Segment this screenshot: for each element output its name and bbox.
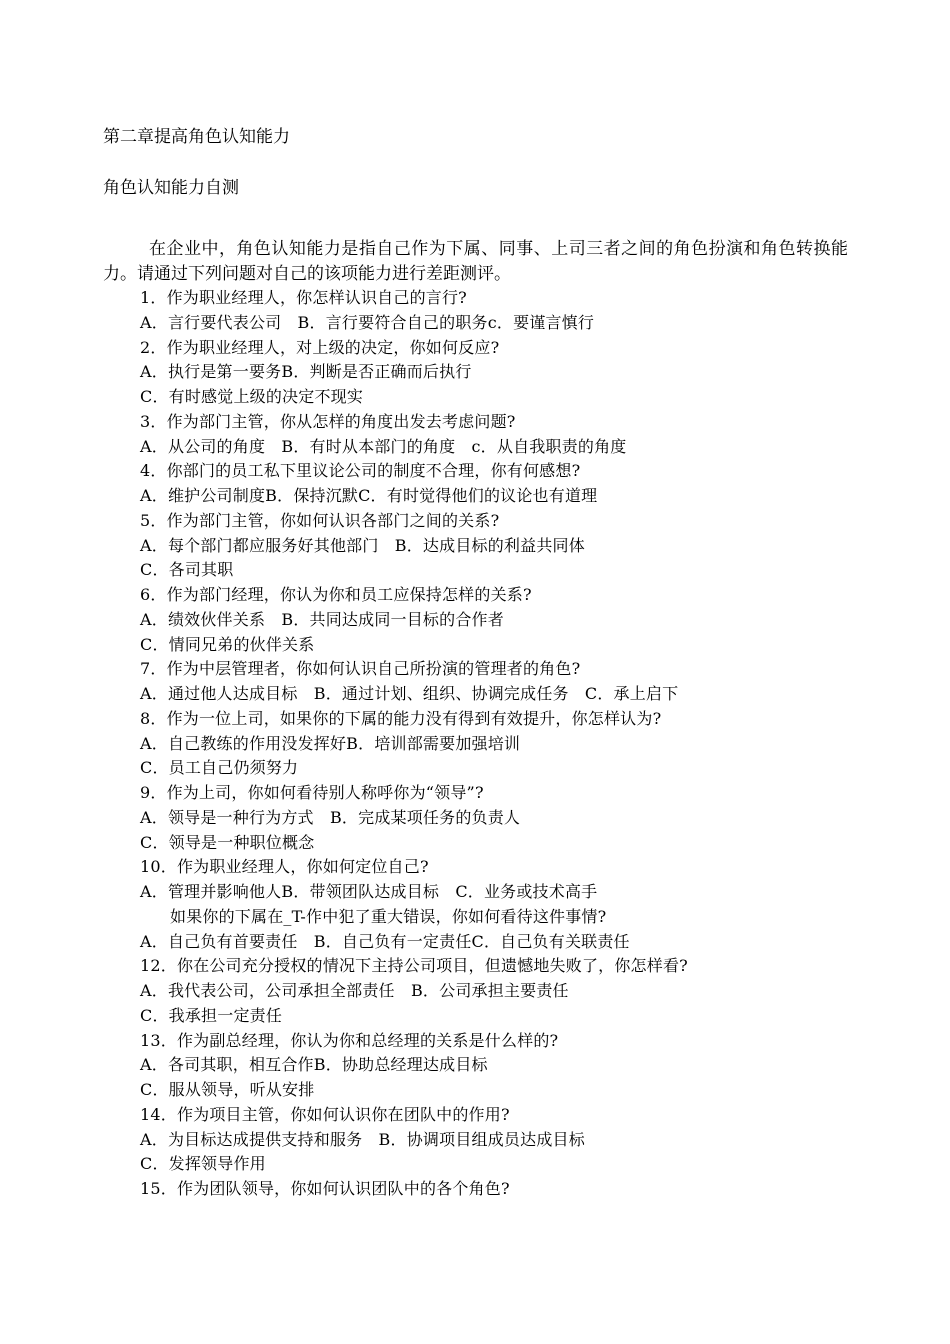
answer-options-line: A．从公司的角度 B．有时从本部门的角度 c．从自我职责的角度: [140, 436, 627, 456]
answer-options-line: A．每个部门都应服务好其他部门 B．达成目标的利益共同体: [140, 535, 585, 555]
question-line: 2．作为职业经理人，对上级的决定，你如何反应?: [140, 337, 500, 357]
answer-options-line: C．员工自己仍须努力: [140, 758, 299, 778]
answer-options-line: A．自己教练的作用没发挥好B．培训部需要加强培训: [140, 733, 521, 753]
answer-options-line: A．维护公司制度B．保持沉默C．有时觉得他们的议论也有道理: [140, 486, 598, 505]
answer-options-line: A．自己负有首要责任 B．自己负有一定责任C．自己负有关联责任: [140, 931, 630, 951]
chapter-title: 第二章提高角色认知能力: [103, 127, 290, 147]
question-line: 14．作为项目主管，你如何认识你在团队中的作用?: [140, 1104, 510, 1124]
question-line: 15．作为团队领导，你如何认识团队中的各个角色?: [140, 1179, 510, 1198]
question-line: 1．作为职业经理人，你怎样认识自己的言行?: [140, 288, 467, 307]
question-line: 12．你在公司充分授权的情况下主持公司项目，但遗憾地失败了，你怎样看?: [140, 956, 688, 976]
answer-options-line: A．为目标达成提供支持和服务 B．协调项目组成员达成目标: [140, 1129, 585, 1149]
answer-options-line: A．管理并影响他人B．带领团队达成目标 C．业务或技术高手: [140, 882, 598, 901]
intro-paragraph: 在企业中，角色认知能力是指自己作为下属、同事、上司三者之间的角色扮演和角色转换能力。请通过下列问题对自己的该项能力进行差距测评。: [103, 239, 848, 284]
answer-options-line: C．领导是一种职位概念: [140, 832, 315, 852]
answer-options-line: A．执行是第一要务B．判断是否正确而后执行: [140, 362, 472, 382]
answer-options-line: A．我代表公司，公司承担全部责任 B．公司承担主要责任: [140, 981, 569, 1000]
question-line: 5．作为部门主管，你如何认识各部门之间的关系?: [140, 510, 500, 530]
answer-options-line: A．通过他人达成目标 B．通过计划、组织、协调完成任务 C．承上启下: [140, 684, 679, 703]
question-line: 3．作为部门主管，你从怎样的角度出发去考虑问题?: [140, 411, 516, 431]
answer-options-line: C．情同兄弟的伙伴关系: [140, 634, 315, 654]
question-line: 6．作为部门经理，你认为你和员工应保持怎样的关系?: [140, 585, 532, 604]
quiz-list: [140, 286, 840, 1202]
answer-options-line: C．有时感觉上级的决定不现实: [140, 387, 364, 406]
answer-options-line: C．我承担一定责任: [140, 1005, 283, 1025]
answer-options-line: A．领导是一种行为方式 B．完成某项任务的负责人: [140, 807, 521, 827]
section-title: 角色认知能力自测: [103, 178, 239, 198]
answer-options-line: C．服从领导，听从安排: [140, 1080, 315, 1099]
question-line: 9．作为上司，你如何看待别人称呼你为“领导”?: [140, 783, 484, 802]
answer-options-line: A．各司其职，相互合作B．协助总经理达成目标: [140, 1055, 488, 1075]
question-line: 8．作为一位上司，如果你的下属的能力没有得到有效提升，你怎样认为?: [140, 708, 662, 728]
question-line: 7．作为中层管理者，你如何认识自己所扮演的管理者的角色?: [140, 659, 581, 679]
question-line: 如果你的下属在_T-作中犯了重大错误，你如何看待这件事情?: [170, 906, 607, 926]
question-line: 10．作为职业经理人，你如何定位自己?: [140, 857, 429, 877]
answer-options-line: A．言行要代表公司 B．言行要符合自己的职务c．要谨言慎行: [140, 312, 595, 332]
answer-options-line: A．绩效伙伴关系 B．共同达成同一目标的合作者: [140, 609, 504, 629]
answer-options-line: C．发挥领导作用: [140, 1154, 266, 1174]
answer-options-line: C．各司其职: [140, 560, 234, 580]
question-line: 13．作为副总经理，你认为你和总经理的关系是什么样的?: [140, 1030, 559, 1050]
question-line: 4．你部门的员工私下里议论公司的制度不合理，你有何感想?: [140, 461, 581, 481]
